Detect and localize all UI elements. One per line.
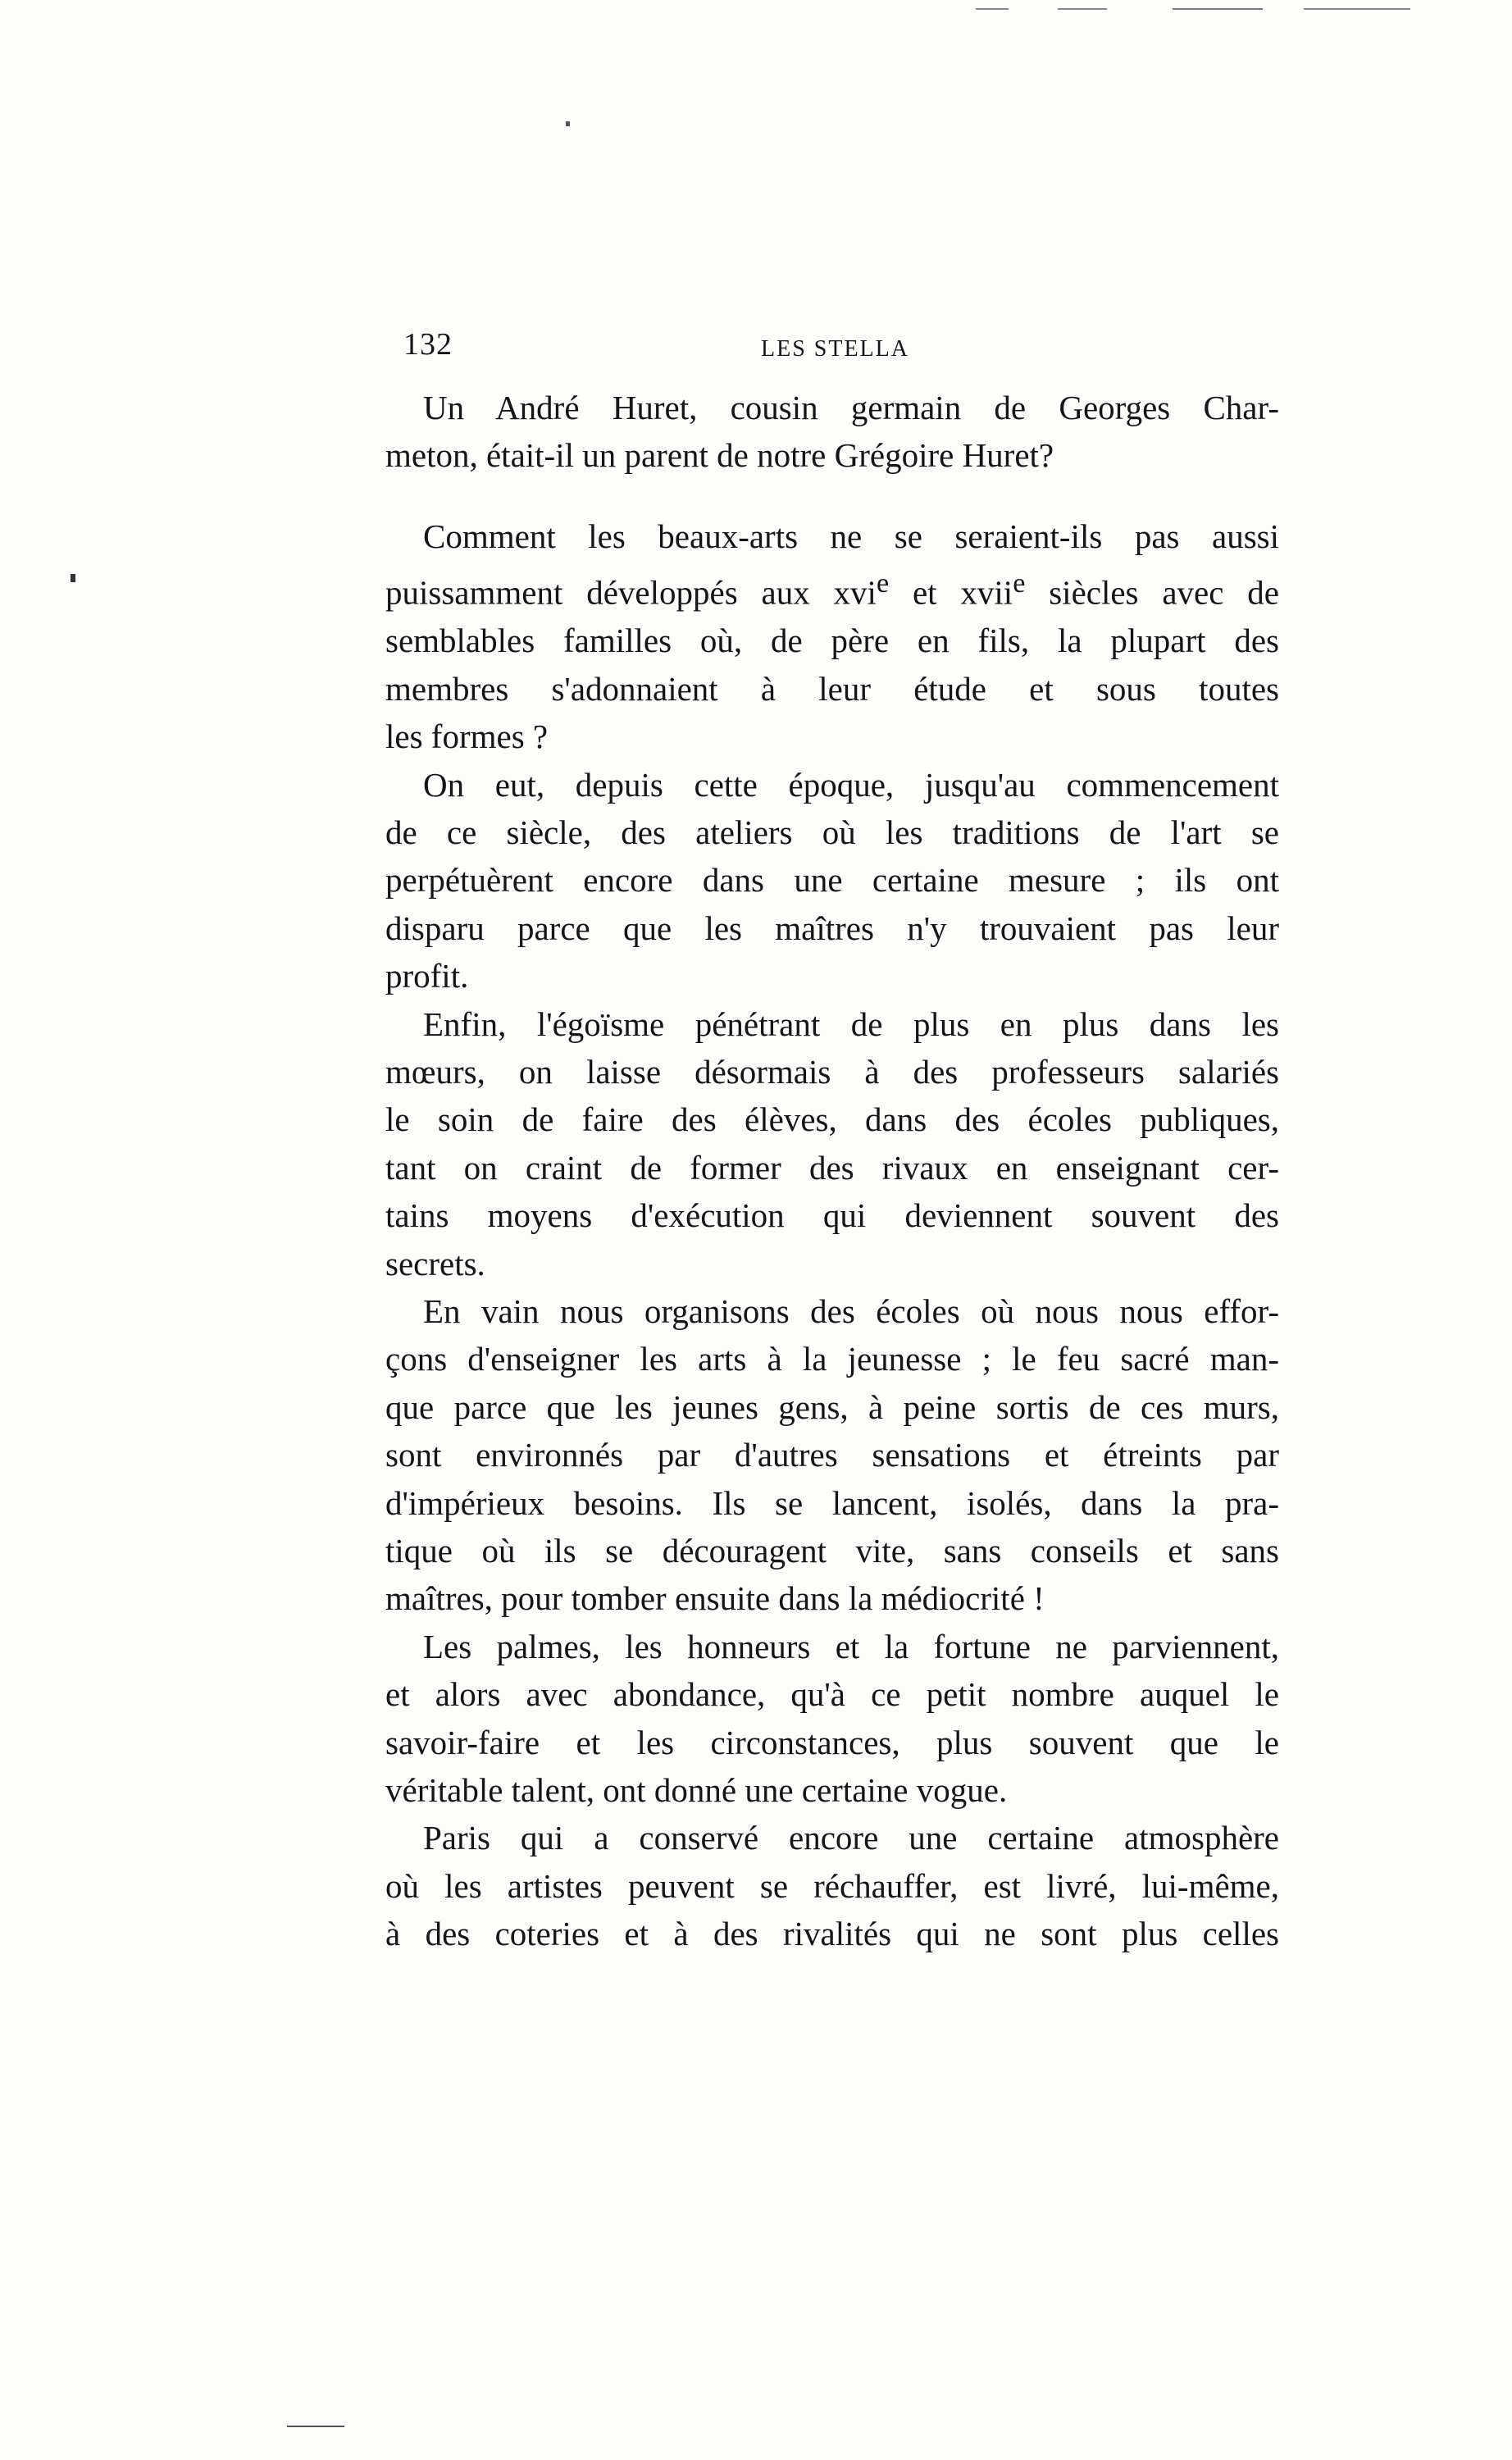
paragraph — [385, 512, 1279, 761]
text-line: de ce siècle, des ateliers où les traditions de l'art se — [385, 813, 1279, 851]
text-line: Les palmes, les honneurs et la fortune ne parviennent, — [423, 1627, 1279, 1665]
text-line: que parce que les jeunes gens, à peine sortis de ces murs, — [385, 1387, 1279, 1426]
text-line: sont environnés par d'autres sensations et étreints par — [385, 1436, 1279, 1474]
paragraph — [385, 384, 1279, 480]
paragraph — [385, 1814, 1279, 1957]
scan-artifact-top — [1058, 8, 1107, 10]
text-line: Paris qui a conservé encore une certaine atmosphère — [423, 1819, 1279, 1857]
page-header — [392, 326, 1277, 376]
text-line: véritable talent, ont donné une certaine vogue. — [385, 1771, 1008, 1810]
text-line: disparu parce que les maîtres n'y trouvaient pas leur — [385, 909, 1279, 947]
text-line: Enfin, l'égoïsme pénétrant de plus en plus dans les — [423, 1004, 1279, 1043]
text-line: mœurs, on laisse désormais à des professeurs salariés — [385, 1052, 1279, 1091]
text-line: tant on craint de former des rivaux en enseignant cer- — [385, 1148, 1279, 1187]
text-line: d'impérieux besoins. Ils se lancent, isolés, dans la pra- — [385, 1483, 1279, 1522]
running-head: LES STELLA — [761, 336, 909, 362]
scan-artifact-bottom — [287, 2426, 344, 2427]
text-line: maîtres, pour tomber ensuite dans la médiocrité ! — [385, 1579, 1045, 1618]
text-line: tique où ils se découragent vite, sans conseils et sans — [385, 1532, 1279, 1569]
text-line: En vain nous organisons des écoles où nous nous effor- — [423, 1292, 1279, 1330]
scan-artifact-top — [1173, 8, 1263, 10]
scan-artifact-top — [976, 8, 1009, 10]
text-line: savoir-faire et les circonstances, plus souvent que le — [385, 1723, 1279, 1761]
text-line: membres s'adonnaient à leur étude et sous toutes — [385, 669, 1279, 708]
text-line: à des coteries et à des rivalités qui ne sont plus celles — [385, 1915, 1279, 1953]
text-line: puissamment développés aux xvi$^e$ et xvii$^e$ siècles avec de — [385, 568, 1280, 612]
page-number: 132 — [403, 327, 453, 362]
text-line: tains moyens d'exécution qui deviennent souvent des — [385, 1196, 1279, 1235]
text-line: Comment les beaux-arts ne se seraient-ils pas aussi — [423, 517, 1279, 555]
paragraph — [385, 1000, 1279, 1287]
text-line: perpétuèrent encore dans une certaine mesure ; ils ont — [385, 861, 1279, 900]
text-line: les formes ? — [385, 718, 549, 756]
scan-artifact-top — [1304, 8, 1410, 10]
text-line: semblables familles où, de père en fils, la plupart des — [385, 622, 1279, 660]
text-line: et alors avec abondance, qu'à ce petit nombre auquel le — [385, 1675, 1279, 1714]
paragraph — [385, 1623, 1279, 1815]
text-line: où les artistes peuvent se réchauffer, est livré, lui-même, — [385, 1866, 1279, 1905]
paragraph — [385, 761, 1279, 1000]
text-line: profit. — [385, 957, 469, 995]
text-line: Un André Huret, cousin germain de Georges Char- — [423, 389, 1279, 426]
paragraph — [385, 1287, 1279, 1623]
text-line: le soin de faire des élèves, dans des écoles publiques, — [385, 1100, 1279, 1139]
text-line: çons d'enseigner les arts à la jeunesse ; le feu sacré man- — [385, 1340, 1279, 1378]
text-line: secrets. — [385, 1244, 485, 1282]
scan-artifact-dot — [71, 574, 75, 582]
text-line: meton, était-il un parent de notre Grégoire Huret? — [385, 436, 1054, 475]
body-text — [385, 384, 1279, 1958]
text-line: On eut, depuis cette époque, jusqu'au commencement — [423, 765, 1279, 804]
scan-artifact-dot — [566, 121, 570, 126]
